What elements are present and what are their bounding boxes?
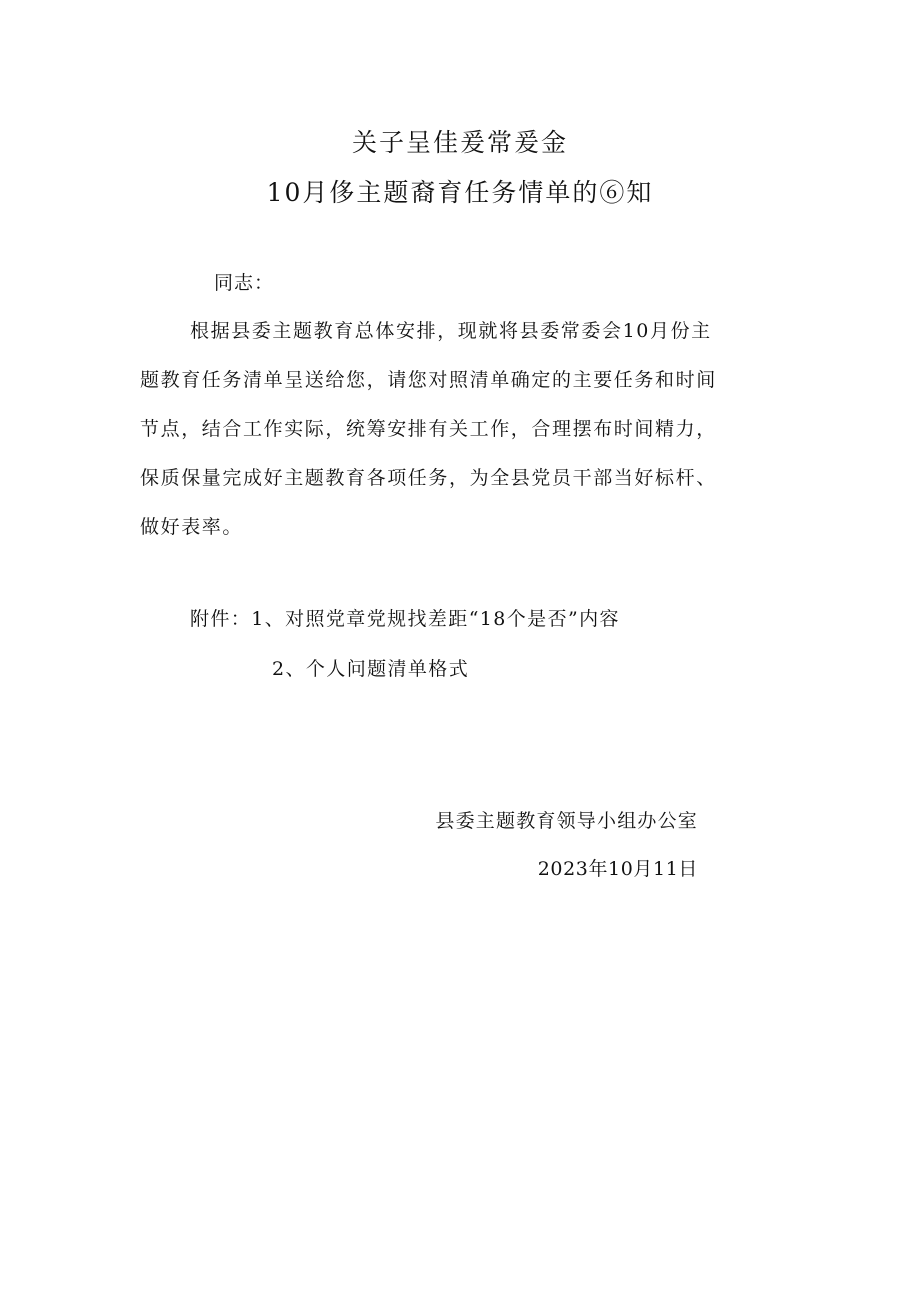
- issuer-signature: 县委主题教育领导小组办公室: [435, 810, 698, 832]
- body-line-4: 保质保量完成好主题教育各项任务，为全县党员干部当好标杆、: [140, 467, 717, 489]
- attachment-item-2: 2、个人问题清单格式: [272, 658, 470, 680]
- document-title-line-1: 关子呈佳爰常爰金: [351, 128, 568, 157]
- body-line-5: 做好表率。: [140, 516, 244, 538]
- document-title-line-2: 10月侈主题裔育任务情单的⑥知: [266, 178, 654, 207]
- body-line-2: 题教育任务清单呈送给您，请您对照清单确定的主要任务和时间: [140, 369, 717, 391]
- attachment-item-1: 附件：1、对照党章党规找差距“18个是否”内容: [190, 608, 620, 630]
- salutation: 同志：: [214, 272, 275, 294]
- issue-date: 2023年10月11日: [537, 858, 698, 880]
- body-line-1: 根据县委主题教育总体安排，现就将县委常委会10月份主: [190, 320, 712, 342]
- body-line-3: 节点，结合工作实际，统筹安排有关工作，合理摆布时间精力，: [140, 418, 717, 440]
